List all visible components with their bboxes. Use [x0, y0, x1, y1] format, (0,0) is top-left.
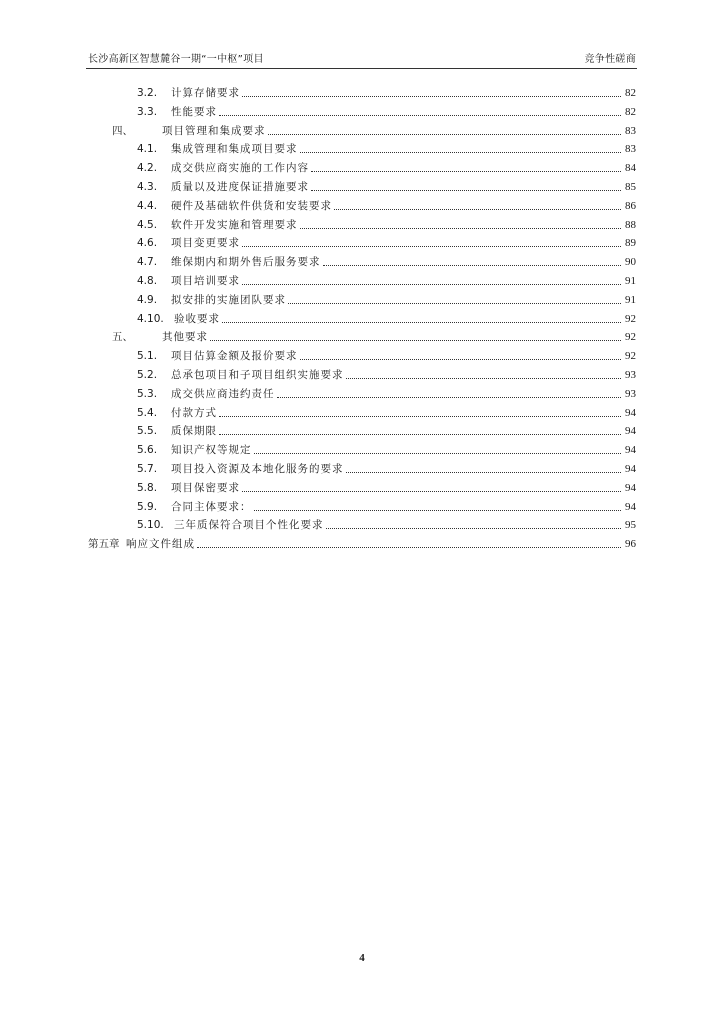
header-project-title: 长沙高新区智慧麓谷一期“一中枢”项目	[88, 54, 264, 65]
toc-entry[interactable]	[137, 101, 636, 119]
toc-dot-leader	[323, 265, 622, 266]
toc-entry[interactable]	[137, 514, 636, 532]
toc-dot-leader	[219, 115, 621, 116]
toc-dot-leader	[311, 190, 621, 191]
toc-entry-title: 软件开发实施和管理要求	[171, 218, 298, 231]
toc-entry-title: 项目投入资源及本地化服务的要求	[171, 463, 344, 475]
toc-entry-title: 维保期内和期外售后服务要求	[171, 256, 321, 269]
toc-entry[interactable]	[137, 477, 636, 495]
toc-entry[interactable]	[137, 308, 636, 326]
toc-entry[interactable]	[137, 383, 636, 401]
toc-entry-title: 付款方式	[171, 406, 217, 419]
toc-entry-title: 硬件及基础软件供货和安装要求	[171, 199, 332, 212]
toc-dot-leader	[268, 134, 622, 135]
toc-entry-page: 88	[625, 218, 636, 231]
toc-entry-number: 5.3.	[137, 387, 158, 400]
toc-entry-page: 94	[625, 444, 636, 457]
toc-entry-page: 94	[625, 500, 636, 513]
toc-entry-title: 集成管理和集成项目要求	[171, 143, 298, 156]
page-number: 4	[359, 952, 365, 964]
toc-entry-number: 5.8.	[137, 481, 158, 494]
toc-entry-number: 5.5.	[137, 425, 158, 438]
toc-dot-leader	[288, 303, 621, 304]
toc-entry-title: 项目变更要求	[171, 237, 240, 250]
toc-entry-number: 4.9.	[137, 293, 158, 306]
toc-entry-title: 三年质保符合项目个性化要求	[174, 519, 324, 532]
toc-entry-title: 知识产权等规定	[171, 444, 252, 457]
toc-entry[interactable]	[137, 402, 636, 420]
toc-entry-page: 96	[625, 538, 636, 551]
toc-entry[interactable]	[137, 157, 636, 175]
toc-dot-leader	[242, 246, 621, 247]
toc-entry-page: 90	[625, 256, 636, 269]
toc-entry-title: 质量以及进度保证措施要求	[171, 181, 309, 193]
toc-entry-number: 5.4.	[137, 406, 158, 419]
toc-entry[interactable]	[137, 289, 636, 307]
toc-entry-page: 91	[625, 293, 636, 306]
toc-entry[interactable]	[137, 345, 636, 363]
toc-dot-leader	[242, 491, 621, 492]
toc-entry-page: 95	[625, 519, 636, 532]
toc-entry-number: 5.1.	[137, 350, 158, 363]
toc-dot-leader	[300, 152, 622, 153]
toc-entry-number: 5.10.	[137, 519, 164, 532]
toc-entry[interactable]	[137, 270, 636, 288]
toc-entry-title: 项目培训要求	[171, 275, 240, 287]
toc-entry-number: 4.2.	[137, 162, 158, 175]
toc-dot-leader	[326, 528, 622, 529]
toc-entry[interactable]	[137, 364, 636, 382]
toc-entry-title: 项目管理和集成要求	[162, 124, 266, 137]
toc-entry[interactable]	[112, 326, 636, 344]
toc-entry-page: 94	[625, 406, 636, 419]
toc-entry[interactable]	[137, 420, 636, 438]
toc-entry-page: 82	[625, 87, 636, 99]
toc-entry-page: 92	[625, 312, 636, 325]
toc-entry[interactable]	[137, 82, 636, 100]
toc-entry-title: 成交供应商违约责任	[171, 387, 275, 400]
toc-entry-number: 第五章	[88, 538, 120, 551]
toc-dot-leader	[300, 359, 622, 360]
toc-entry-number: 5.9.	[137, 500, 158, 513]
toc-entry-page: 82	[625, 105, 636, 118]
toc-entry-number: 3.2.	[137, 87, 158, 99]
toc-entry[interactable]	[137, 138, 636, 156]
toc-entry[interactable]	[137, 176, 636, 194]
toc-entry-title: 计算存储要求	[171, 87, 240, 99]
toc-dot-leader	[300, 228, 622, 229]
toc-dot-leader	[197, 547, 621, 548]
toc-entry-title: 项目估算金额及报价要求	[171, 350, 298, 363]
toc-entry[interactable]	[137, 251, 636, 269]
toc-dot-leader	[242, 96, 621, 97]
toc-dot-leader	[346, 378, 622, 379]
toc-entry-number: 4.6.	[137, 237, 158, 250]
toc-entry-number: 四、	[112, 124, 133, 137]
toc-entry-number: 五、	[112, 331, 133, 344]
toc-entry-title: 总承包项目和子项目组织实施要求	[171, 369, 344, 381]
toc-entry-page: 91	[625, 275, 636, 287]
toc-entry-number: 5.7.	[137, 463, 158, 475]
toc-dot-leader	[222, 322, 621, 323]
toc-entry-number: 5.6.	[137, 444, 158, 457]
toc-entry-page: 94	[625, 481, 636, 494]
toc-entry-page: 93	[625, 369, 636, 381]
toc-entry[interactable]	[137, 496, 636, 514]
toc-entry-page: 83	[625, 143, 636, 156]
toc-entry-number: 4.7.	[137, 256, 158, 269]
toc-entry-title: 性能要求	[171, 105, 217, 118]
toc-entry[interactable]	[137, 458, 636, 476]
toc-dot-leader	[242, 284, 621, 285]
toc-entry-page: 83	[625, 124, 636, 137]
toc-entry[interactable]	[137, 439, 636, 457]
toc-entry-title: 响应文件组成	[126, 538, 195, 551]
toc-entry-title: 合同主体要求：	[171, 500, 252, 513]
toc-entry-page: 85	[625, 181, 636, 193]
toc-entry-title: 项目保密要求	[171, 481, 240, 494]
toc-entry[interactable]	[112, 120, 636, 138]
toc-dot-leader	[219, 416, 621, 417]
toc-entry-number: 4.1.	[137, 143, 158, 156]
toc-entry[interactable]	[137, 195, 636, 213]
toc-entry-page: 93	[625, 387, 636, 400]
toc-dot-leader	[311, 171, 621, 172]
toc-entry[interactable]	[137, 214, 636, 232]
toc-dot-leader	[254, 510, 622, 511]
toc-dot-leader	[346, 472, 622, 473]
toc-dot-leader	[210, 340, 621, 341]
toc-dot-leader	[254, 453, 622, 454]
toc-entry-title: 质保期限	[171, 425, 217, 438]
toc-entry-page: 94	[625, 463, 636, 475]
toc-entry-title: 成交供应商实施的工作内容	[171, 162, 309, 175]
toc-entry-number: 4.3.	[137, 181, 158, 193]
toc-entry[interactable]	[137, 232, 636, 250]
toc-entry-number: 4.10.	[137, 312, 164, 325]
header-divider	[86, 68, 637, 69]
page-header	[88, 52, 636, 68]
toc-dot-leader	[219, 434, 621, 435]
toc-entry-page: 92	[625, 331, 636, 344]
toc-dot-leader	[277, 397, 622, 398]
toc-entry-number: 5.2.	[137, 369, 158, 381]
toc-entry-page: 86	[625, 199, 636, 212]
toc-entry-page: 89	[625, 237, 636, 250]
toc-entry[interactable]	[88, 533, 636, 551]
toc-entry-title: 验收要求	[174, 312, 220, 325]
toc-dot-leader	[334, 209, 621, 210]
toc-entry-page: 94	[625, 425, 636, 438]
toc-entry-number: 4.8.	[137, 275, 158, 287]
toc-entry-title: 拟安排的实施团队要求	[171, 293, 286, 306]
toc-entry-title: 其他要求	[162, 331, 208, 344]
header-procurement-method: 竞争性磋商	[584, 54, 636, 65]
toc-entry-page: 92	[625, 350, 636, 363]
toc-entry-number: 4.5.	[137, 218, 158, 231]
toc-entry-number: 3.3.	[137, 105, 158, 118]
toc-entry-number: 4.4.	[137, 199, 158, 212]
toc-entry-page: 84	[625, 162, 636, 175]
